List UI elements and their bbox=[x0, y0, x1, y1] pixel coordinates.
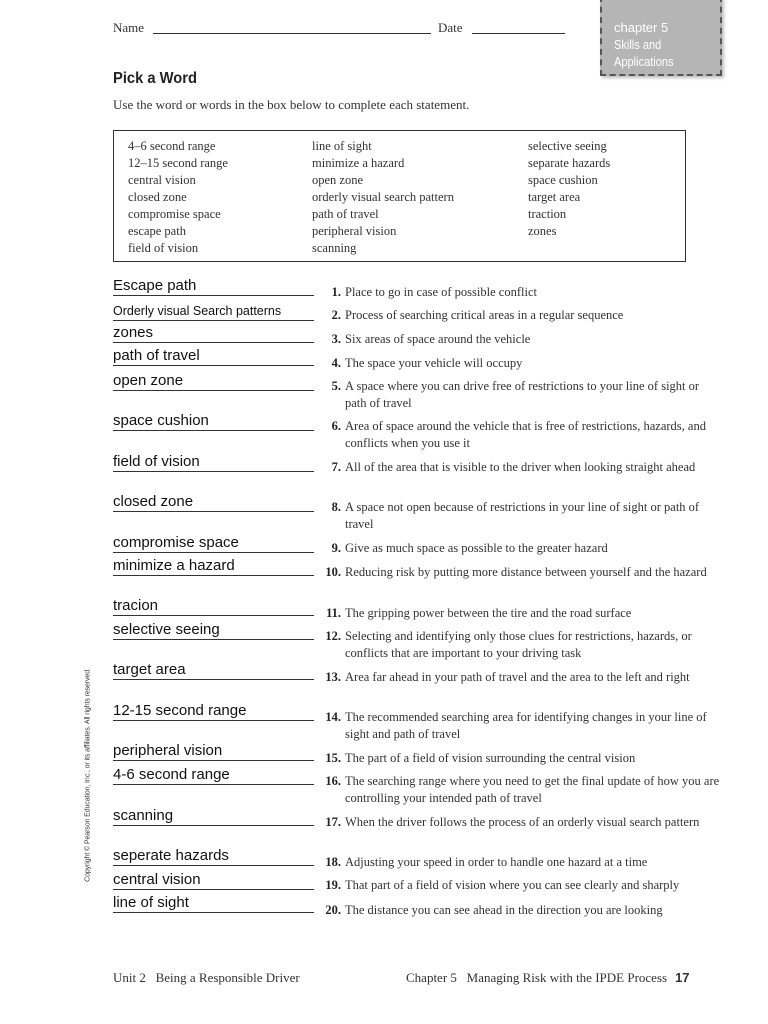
answer-field-4[interactable]: path of travel bbox=[113, 347, 314, 366]
question-text: Reducing risk by putting more distance between yourself and the hazard bbox=[345, 565, 707, 579]
question-text: A space where you can drive free of restrictions to your line of sight or path of travel bbox=[345, 379, 700, 410]
question-12 bbox=[320, 628, 720, 662]
question-number: 7. bbox=[331, 460, 341, 474]
question-text: Selecting and identifying only those clues for restrictions, hazards, or conflicts that are important to your driving task bbox=[345, 629, 692, 660]
answer-field-5[interactable]: open zone bbox=[113, 372, 314, 391]
word-bank-item: compromise space bbox=[128, 207, 221, 221]
answer-field-15[interactable]: peripheral vision bbox=[113, 742, 314, 761]
question-text: Adjusting your speed in order to handle one hazard at a time bbox=[345, 855, 648, 869]
footer-unit: Unit 2 Being a Responsible Driver bbox=[113, 970, 300, 985]
question-13 bbox=[320, 669, 720, 686]
question-19 bbox=[320, 877, 720, 894]
question-number: 17. bbox=[325, 815, 341, 829]
date-label: Date bbox=[438, 20, 463, 35]
question-14 bbox=[320, 709, 720, 743]
question-text: Area of space around the vehicle that is free of restrictions, hazards, and conflicts when you use it bbox=[345, 419, 706, 450]
question-text: All of the area that is visible to the driver when looking straight ahead bbox=[345, 460, 696, 474]
question-number: 19. bbox=[325, 878, 341, 892]
answer-field-18[interactable]: seperate hazards bbox=[113, 847, 314, 866]
answer-field-10[interactable]: minimize a hazard bbox=[113, 557, 314, 576]
question-number: 11. bbox=[326, 606, 341, 620]
question-text: A space not open because of restrictions in your line of sight or path of travel bbox=[345, 500, 700, 531]
copyright-notice: Copyright © Pearson Education, Inc., or its affiliates. All rights reserved. bbox=[84, 668, 92, 882]
question-3 bbox=[320, 331, 720, 348]
question-number: 20. bbox=[325, 903, 341, 917]
question-11 bbox=[320, 605, 720, 622]
question-text: The gripping power between the tire and the road surface bbox=[345, 606, 632, 620]
word-bank-item: separate hazards bbox=[528, 156, 611, 170]
answer-field-11[interactable]: tracion bbox=[113, 597, 314, 616]
word-bank-item: central vision bbox=[128, 173, 196, 187]
word-bank-item: peripheral vision bbox=[312, 224, 397, 238]
answer-field-12[interactable]: selective seeing bbox=[113, 621, 314, 640]
question-text: Six areas of space around the vehicle bbox=[345, 332, 531, 346]
question-number: 8. bbox=[331, 500, 341, 514]
word-bank-item: 12–15 second range bbox=[128, 156, 228, 170]
answer-field-14[interactable]: 12-15 second range bbox=[113, 702, 314, 721]
answer-field-17[interactable]: scanning bbox=[113, 807, 314, 826]
word-bank-column-1 bbox=[128, 138, 228, 257]
answer-field-20[interactable]: line of sight bbox=[113, 894, 314, 913]
question-number: 5. bbox=[331, 379, 341, 393]
question-number: 10. bbox=[325, 565, 341, 579]
question-7 bbox=[320, 459, 720, 476]
word-bank-item: 4–6 second range bbox=[128, 139, 216, 153]
word-bank-item: target area bbox=[528, 190, 581, 204]
question-17 bbox=[320, 814, 720, 831]
question-number: 2. bbox=[331, 308, 341, 322]
word-bank-item: minimize a hazard bbox=[312, 156, 405, 170]
question-number: 1. bbox=[331, 285, 341, 299]
question-5 bbox=[320, 378, 720, 412]
section-title: Pick a Word bbox=[113, 70, 197, 87]
answer-field-19[interactable]: central vision bbox=[113, 871, 314, 890]
word-bank-item: escape path bbox=[128, 224, 186, 238]
answer-field-9[interactable]: compromise space bbox=[113, 534, 314, 553]
question-4 bbox=[320, 355, 720, 372]
answer-field-16[interactable]: 4-6 second range bbox=[113, 766, 314, 785]
question-number: 14. bbox=[325, 710, 341, 724]
answer-field-8[interactable]: closed zone bbox=[113, 493, 314, 512]
question-2 bbox=[320, 307, 720, 324]
word-bank-item: closed zone bbox=[128, 190, 187, 204]
word-bank-box bbox=[113, 130, 686, 262]
chapter-number: chapter 5 bbox=[614, 20, 669, 35]
date-field[interactable] bbox=[472, 33, 565, 34]
question-text: That part of a field of vision where you can see clearly and sharply bbox=[345, 878, 680, 892]
question-9 bbox=[320, 540, 720, 557]
question-16 bbox=[320, 773, 720, 807]
question-1 bbox=[320, 284, 720, 301]
answer-field-6[interactable]: space cushion bbox=[113, 412, 314, 431]
word-bank-item: scanning bbox=[312, 241, 357, 255]
chapter-tab-title-line2: Applications bbox=[614, 54, 674, 69]
instructions: Use the word or words in the box below to complete each statement. bbox=[113, 97, 470, 112]
word-bank-item: path of travel bbox=[312, 207, 379, 221]
question-number: 9. bbox=[331, 541, 341, 555]
question-18 bbox=[320, 854, 720, 871]
question-text: Place to go in case of possible conflict bbox=[345, 285, 537, 299]
question-text: Area far ahead in your path of travel and the area to the left and right bbox=[345, 670, 690, 684]
question-number: 6. bbox=[331, 419, 341, 433]
question-20 bbox=[320, 902, 720, 919]
question-text: The distance you can see ahead in the direction you are looking bbox=[345, 903, 663, 917]
question-text: When the driver follows the process of an orderly visual search pattern bbox=[345, 815, 700, 829]
footer-chapter-title: Chapter 5 Managing Risk with the IPDE Process bbox=[406, 970, 668, 985]
question-number: 12. bbox=[325, 629, 341, 643]
question-text: The space your vehicle will occupy bbox=[345, 356, 523, 370]
question-8 bbox=[320, 499, 720, 533]
answer-field-7[interactable]: field of vision bbox=[113, 453, 314, 472]
question-number: 15. bbox=[325, 751, 341, 765]
answer-field-3[interactable]: zones bbox=[113, 324, 314, 343]
chapter-tab-title-line1: Skills and bbox=[614, 37, 662, 52]
question-6 bbox=[320, 418, 720, 452]
word-bank-column-2 bbox=[312, 138, 454, 257]
question-15 bbox=[320, 750, 720, 767]
word-bank-item: space cushion bbox=[528, 173, 598, 187]
question-number: 4. bbox=[331, 356, 341, 370]
question-10 bbox=[320, 564, 720, 581]
word-bank-item: line of sight bbox=[312, 139, 372, 153]
name-field[interactable] bbox=[153, 33, 431, 34]
answer-field-2[interactable]: Orderly visual Search patterns bbox=[113, 302, 314, 321]
word-bank-item: traction bbox=[528, 207, 567, 221]
question-text: The searching range where you need to get the final update of how you are controlling your intended path of travel bbox=[345, 774, 720, 805]
answer-field-13[interactable]: target area bbox=[113, 661, 314, 680]
page-number: 17 bbox=[675, 970, 690, 985]
word-bank-column-3 bbox=[528, 138, 610, 240]
question-text: Process of searching critical areas in a regular sequence bbox=[345, 308, 624, 322]
word-bank-item: orderly visual search pattern bbox=[312, 190, 454, 204]
question-number: 18. bbox=[325, 855, 341, 869]
answer-field-1[interactable]: Escape path bbox=[113, 277, 314, 296]
word-bank-item: zones bbox=[528, 224, 557, 238]
question-text: The recommended searching area for identifying changes in your line of sight and path of travel bbox=[345, 710, 707, 741]
question-number: 3. bbox=[331, 332, 341, 346]
chapter-tab bbox=[600, 0, 722, 76]
question-number: 13. bbox=[325, 670, 341, 684]
question-text: The part of a field of vision surrounding the central vision bbox=[345, 751, 636, 765]
question-text: Give as much space as possible to the greater hazard bbox=[345, 541, 608, 555]
word-bank-item: field of vision bbox=[128, 241, 199, 255]
word-bank-item: selective seeing bbox=[528, 139, 607, 153]
word-bank-item: open zone bbox=[312, 173, 364, 187]
question-number: 16. bbox=[325, 774, 341, 788]
name-label: Name bbox=[113, 20, 145, 35]
footer-chapter bbox=[406, 970, 690, 986]
